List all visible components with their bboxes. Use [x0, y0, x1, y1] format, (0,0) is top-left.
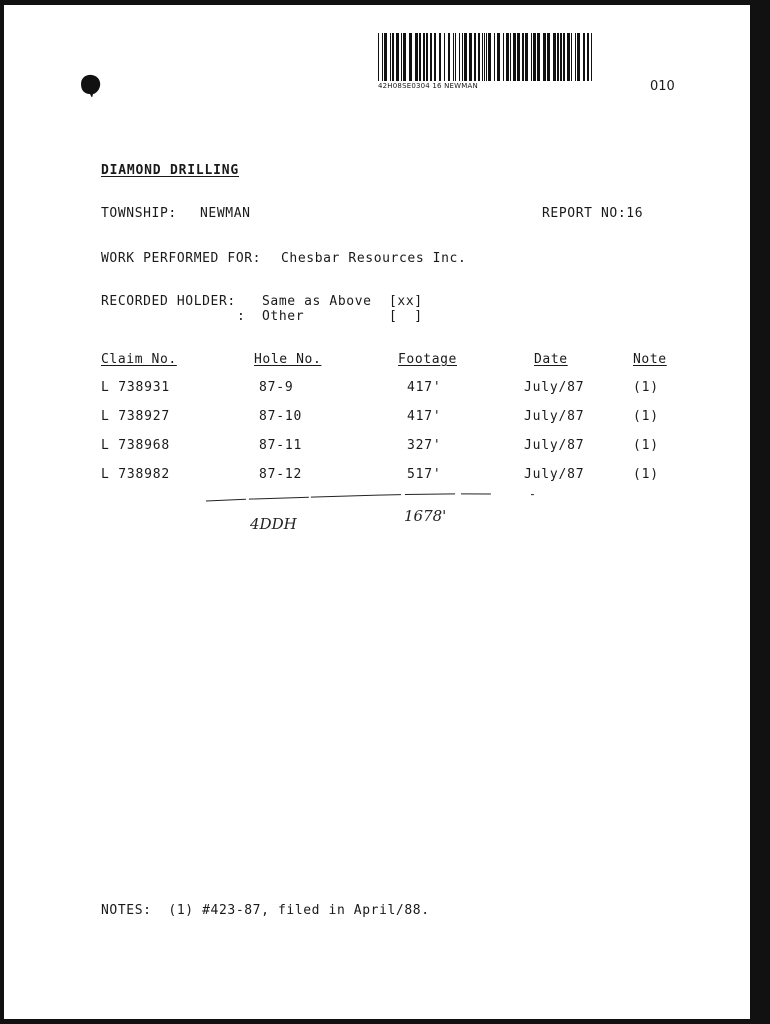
recorded-holder-label: RECORDED HOLDER: [101, 294, 236, 309]
footage: 417' [407, 409, 442, 424]
document-heading: DIAMOND DRILLING [101, 163, 240, 178]
hole-number: 87-9 [259, 380, 294, 395]
note-ref: (1) [633, 467, 659, 482]
date: July/87 [524, 409, 585, 424]
report-number: REPORT NO:16 [542, 206, 644, 221]
holder-option-same-mark: [xx] [389, 294, 423, 309]
column-header-footage: Footage [398, 352, 457, 367]
handwritten-footage-total: 1678' [404, 507, 447, 525]
claim-number: L 738927 [101, 409, 171, 424]
footage: 327' [407, 438, 442, 453]
work-performed-label: WORK PERFORMED FOR: [101, 251, 262, 266]
township-label: TOWNSHIP: [101, 206, 177, 221]
date: July/87 [524, 467, 585, 482]
claim-number: L 738982 [101, 467, 171, 482]
hole-number: 87-10 [259, 409, 303, 424]
note-ref: (1) [633, 409, 659, 424]
holder-option-colon: : [237, 309, 246, 324]
footage: 417' [407, 380, 442, 395]
hole-number: 87-12 [259, 467, 303, 482]
date: July/87 [524, 438, 585, 453]
date: July/87 [524, 380, 585, 395]
column-header-note: Note [633, 352, 667, 367]
claim-number: L 738931 [101, 380, 171, 395]
column-header-date: Date [534, 352, 568, 367]
holder-option-other-mark: [ ] [389, 309, 423, 324]
barcode [378, 33, 596, 81]
column-header-claim: Claim No. [101, 352, 177, 367]
handwritten-total-line [204, 491, 584, 505]
handwritten-hole-count: 4DDH [250, 515, 297, 533]
work-performed-value: Chesbar Resources Inc. [281, 251, 467, 266]
note-ref: (1) [633, 380, 659, 395]
punch-hole-mark [78, 73, 102, 97]
page-code: 010 [650, 79, 675, 94]
notes-footer: NOTES: (1) #423-87, filed in April/88. [101, 903, 430, 918]
footage: 517' [407, 467, 442, 482]
township-value: NEWMAN [200, 206, 251, 221]
claim-number: L 738968 [101, 438, 171, 453]
document-page [4, 5, 750, 1019]
barcode-caption: 42H08SE0304 16 NEWMAN [378, 82, 478, 90]
note-ref: (1) [633, 438, 659, 453]
holder-option-same: Same as Above [262, 294, 372, 309]
holder-option-other: Other [262, 309, 305, 324]
column-header-hole: Hole No. [254, 352, 322, 367]
hole-number: 87-11 [259, 438, 303, 453]
